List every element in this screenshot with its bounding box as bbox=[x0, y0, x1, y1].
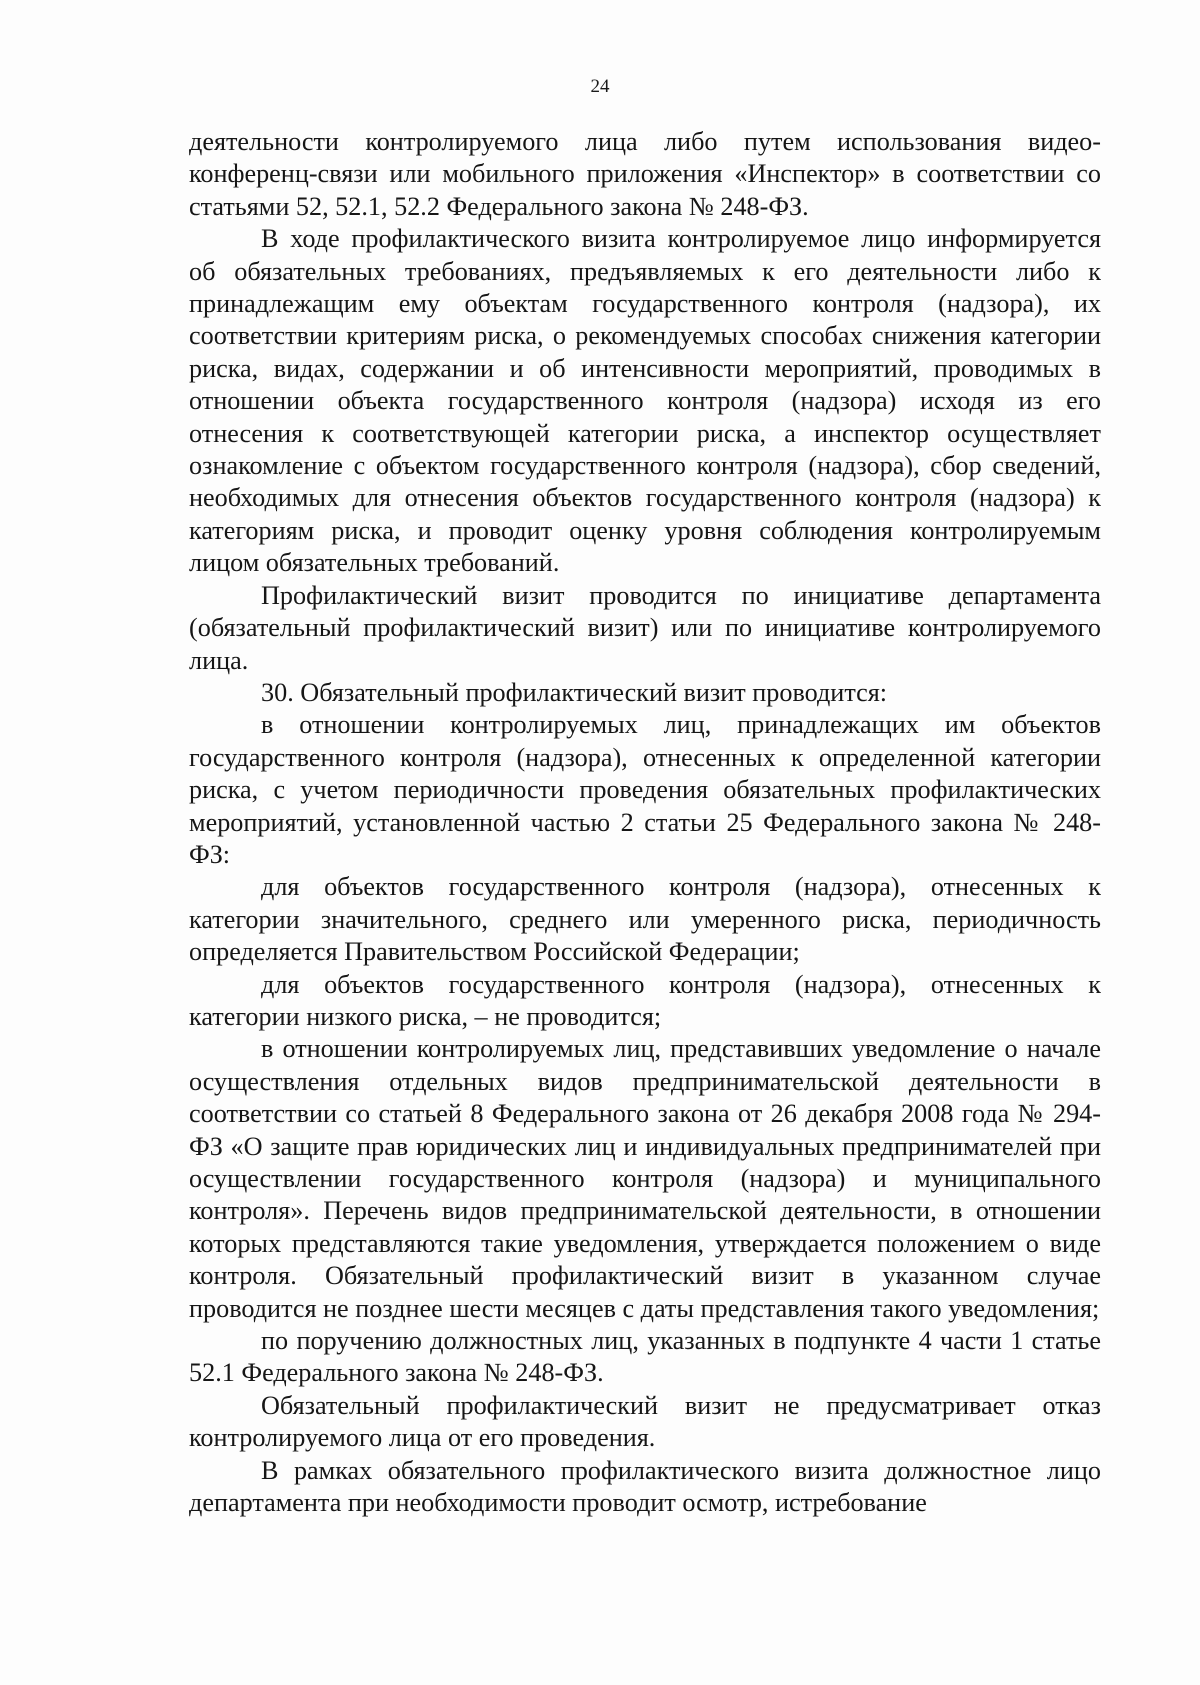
paragraph-low-risk: для объектов государственного контроля (надзора), отнесенных к категории низкого риска, – не проводится; bbox=[189, 969, 1101, 1031]
paragraph-significant-risk: для объектов государственного контроля (надзора), отнесенных к категории значительного, среднего или умеренного риска, периодичность определяется Правительством Российской Федерации; bbox=[189, 872, 1101, 967]
paragraph-continuation: деятельности контролируемого лица либо путем использования видео-конференц-связи или мобильного приложения «Инспектор» в соответствии со статьями 52, 52.1, 52.2 Федерального закона № 248-ФЗ. bbox=[189, 127, 1101, 221]
paragraph-by-order: по поручению должностных лиц, указанных в подпункте 4 части 1 статье 52.1 Федерального закона № 248-ФЗ. bbox=[189, 1326, 1101, 1388]
paragraph-no-refusal: Обязательный профилактический визит не предусматривает отказ контролируемого лица от его проведения. bbox=[189, 1390, 1101, 1453]
paragraph-risk-category: в отношении контролируемых лиц, принадлежащих им объектов государственного контроля (надзора), отнесенных к определенной категории риска, с учетом периодичности проведения обязательных профилактических мероприятий, установленной частью 2 статьи 25 Федерального закона № 248-ФЗ: bbox=[189, 710, 1101, 869]
paragraph-item-30: 30. Обязательный профилактический визит проводится: bbox=[261, 677, 888, 707]
page-number: 24 bbox=[590, 76, 610, 97]
document-body bbox=[189, 126, 1101, 1519]
paragraph-notification: в отношении контролируемых лиц, представивших уведомление о начале осуществления отдельных видов предпринимательской деятельности в соответствии со статьей 8 Федерального закона от 26 декабря 2008 года № 294-ФЗ «О защите прав юридических лиц и индивидуальных предпринимателей при осуществлении государственного контроля (надзора) и муниципального контроля». Перечень видов предпринимательской деятельности, в отношении которых представляются такие уведомления, утверждается положением о виде контроля. Обязательный профилактический визит в указанном случае проводится не позднее шести месяцев с даты представления такого уведомления; bbox=[189, 1034, 1101, 1323]
paragraph-inspection: В рамках обязательного профилактического визита должностное лицо департамента при необходимости проводит осмотр, истребование bbox=[189, 1455, 1101, 1518]
paragraph-visit-initiative: Профилактический визит проводится по инициативе департамента (обязательный профилактический визит) или по инициативе контролируемого лица. bbox=[189, 580, 1101, 675]
paragraph-profilactic-visit-content: В ходе профилактического визита контролируемое лицо информируется об обязательных требованиях, предъявляемых к его деятельности либо к принадлежащим ему объектам государственного контроля (надзора), их соответствии критериям риска, о рекомендуемых способах снижения категории риска, видах, содержании и об интенсивности мероприятий, проводимых в отношении объекта государственного контроля (надзора) исходя из его отнесения к соответствующей категории риска, а инспектор осуществляет ознакомление с объектом государственного контроля (надзора), сбор сведений, необходимых для отнесения объектов государственного контроля (надзора) к категориям риска, и проводит оценку уровня соблюдения контролируемым лицом обязательных требований. bbox=[189, 224, 1101, 578]
